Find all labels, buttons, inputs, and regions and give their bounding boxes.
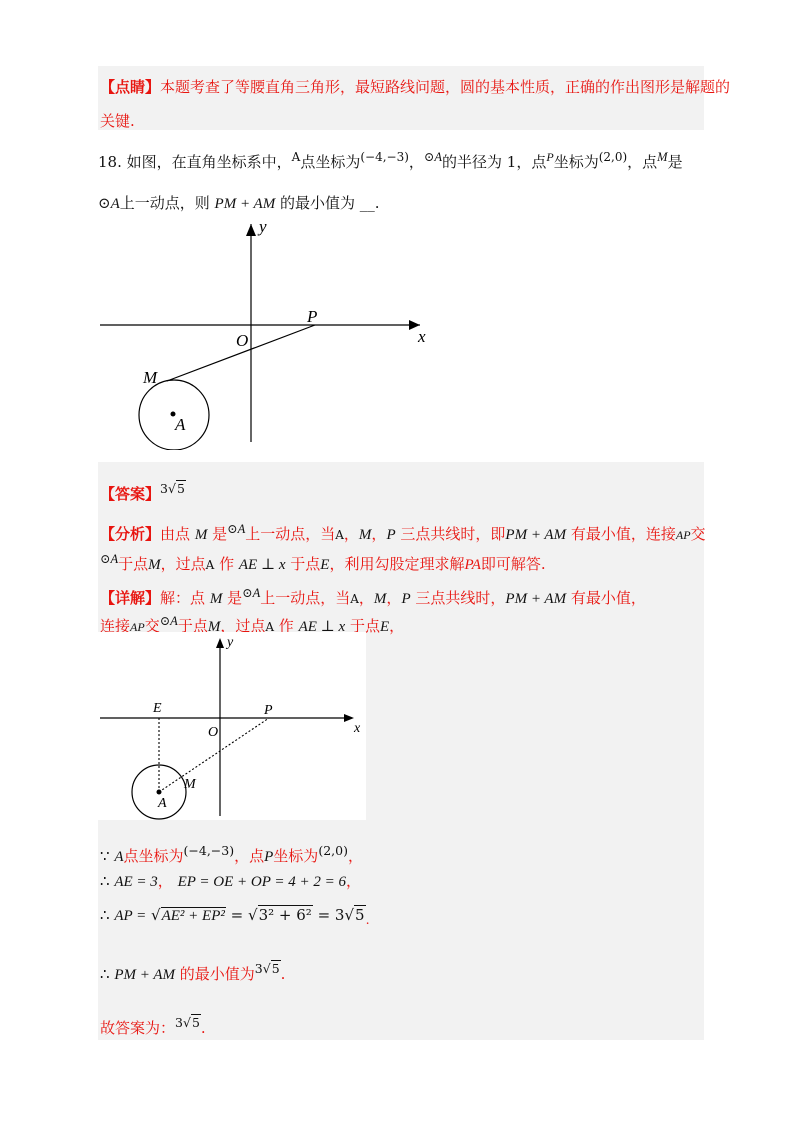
fig1-label-o: O: [236, 331, 249, 350]
fig1-label-a: A: [175, 415, 186, 434]
detail-line2: 连接AP交$^{⊙A}$于点M，过点A 作 AE ⊥ x 于点E，: [100, 614, 405, 635]
fig1-label-y: y: [259, 218, 267, 236]
note-tag: 【点睛】: [100, 78, 161, 96]
fig2-label-p: P: [264, 703, 273, 718]
step3-sqrt-1: √AE² + EP²: [151, 906, 225, 924]
fig2-label-o: O: [208, 725, 219, 740]
final-answer: 故答案为：$^{3√5}$.: [100, 1012, 206, 1039]
fig2-label-m: M: [184, 777, 196, 792]
fig1-label-m: M: [143, 368, 158, 387]
fig1-label-p: P: [307, 307, 318, 326]
answer-tag: 【答案】: [100, 485, 161, 503]
answer-sqrt: √5: [167, 481, 185, 496]
fig2-y-arrow: [216, 638, 224, 648]
fig1-label-x: x: [418, 327, 426, 346]
answer-line: 【答案】$^{3√5}$: [100, 478, 186, 505]
fig2-point-a: [157, 790, 162, 795]
fig2-label-a: A: [158, 796, 167, 811]
figure-2: [98, 632, 366, 820]
fig1-y-arrow: [246, 224, 256, 236]
analysis-line2: $^{⊙A}$于点M，过点A 作 AE ⊥ x 于点E，利用勾股定理求解PA即可解答.: [100, 552, 546, 573]
question-line1: 18. 如图，在直角坐标系中，$^A$点坐标为$^{(-4,-3)}$，$^{⊙A}$的半径为 1，点$^P$坐标为$^{(2,0)}$，点$^M$是: [98, 150, 683, 171]
step3-sqrt-2: √3² + 6²: [248, 906, 312, 924]
fig2-x-arrow: [344, 714, 354, 722]
figure-1: [95, 218, 435, 450]
analysis-line1: 【分析】由点 M 是$^{⊙A}$上一动点，当A，M，P 三点共线时，即PM + AM 有最小值，连接AP交: [100, 522, 706, 543]
fig2-label-y: y: [227, 635, 234, 650]
question-line2: ⊙A上一动点，则 PM + AM 的最小值为 __.: [98, 194, 380, 212]
step3-sqrt-3: √5: [344, 906, 365, 924]
final-sqrt: √5: [182, 1015, 200, 1030]
step-1: ∵ A点坐标为$^{(-4,-3)}$，点P坐标为$^{(2,0)}$，: [100, 843, 363, 865]
fig2-label-e: E: [153, 701, 162, 716]
step-2: ∴ AE = 3， EP = OE + OP = 4 + 2 = 6，: [100, 872, 361, 890]
detail-line1: 【详解】解：点 M 是$^{⊙A}$上一动点，当A，M，P 三点共线时，PM + AM 有最小值，: [100, 586, 646, 607]
step4-sqrt: √5: [262, 961, 280, 976]
step-3: ∴ AP = $√AE^2 + EP^2 = √3^2 + 6^2 = 3√5_.$: [100, 906, 370, 927]
note-line1: [100, 76, 730, 98]
fig2-label-x: x: [354, 721, 361, 736]
note-text: 本题考查了等腰直角三角形，最短路线问题，圆的基本性质，正确的作出图形是解题的: [160, 78, 731, 96]
note-line2: 关键.: [100, 112, 135, 130]
question-number: 18.: [98, 153, 122, 171]
step-4: ∴ PM + AM 的最小值为$^{3√5}$.: [100, 958, 285, 986]
